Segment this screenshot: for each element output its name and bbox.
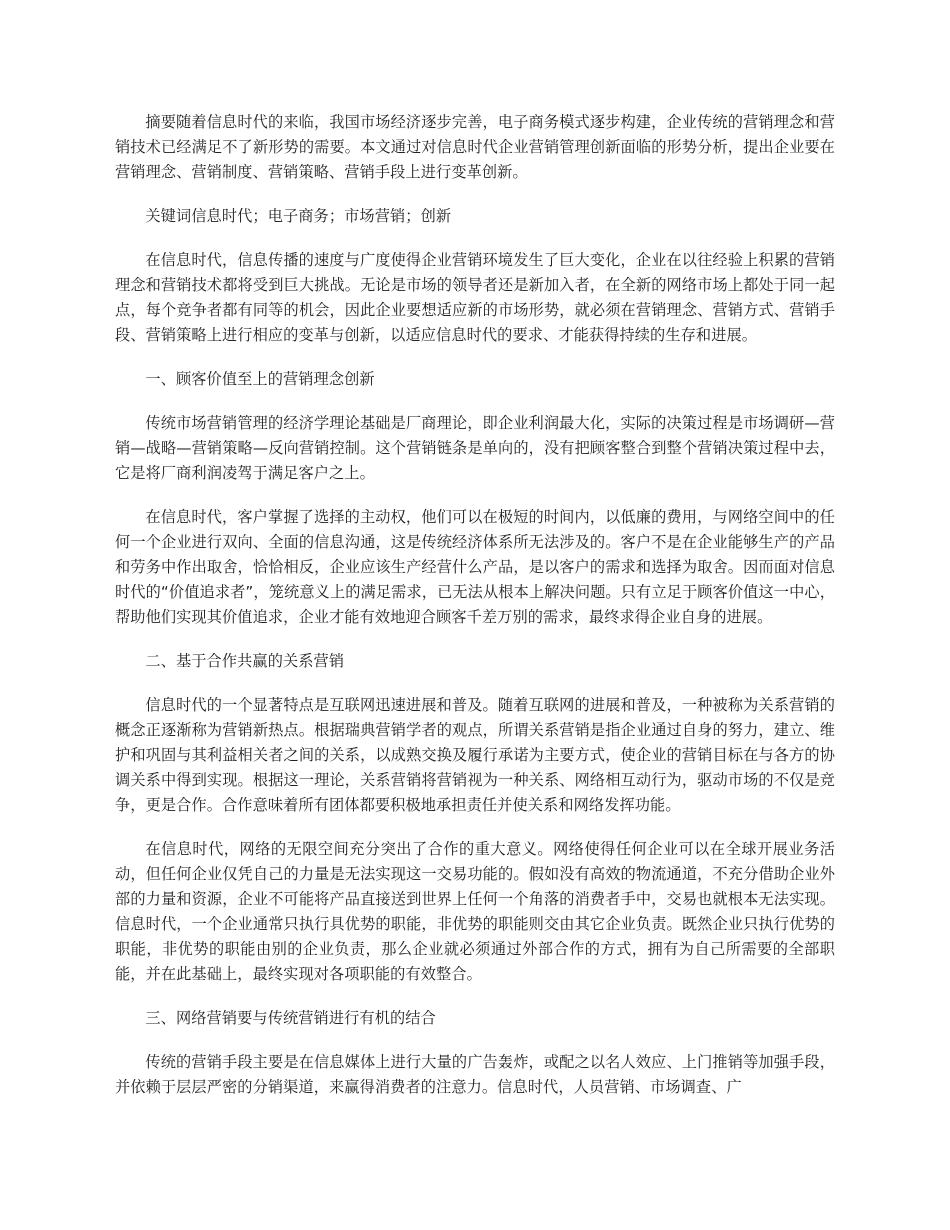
section-heading-1: 一、顾客价值至上的营销理念创新 <box>145 370 375 388</box>
section-heading-2: 二、基于合作共赢的关系营销 <box>145 652 345 670</box>
abstract-paragraph: 摘要随着信息时代的来临，我国市场经济逐步完善，电子商务模式逐步构建，企业传统的营销理念和营销技术已经满足不了新形势的需要。本文通过对信息时代企业营销管理创新面临的形势分析，提出企业要在营销理念、营销制度、营销策略、营销手段上进行变革创新。 <box>115 113 835 181</box>
section-2-paragraph-2: 在信息时代，网络的无限空间充分突出了合作的重大意义。网络使得任何企业可以在全球开展业务活动，但任何企业仅凭自己的力量是无法实现这一交易功能的。假如没有高效的物流通道，不充分借助企业外部的力量和资源，企业不可能将产品直接送到世界上任何一个角落的消费者手中，交易也就根本无法实现。信息时代，一个企业通常只执行具优势的职能，非优势的职能则交由其它企业负责。既然企业只执行优势的职能，非优势的职能由别的企业负责，那么企业就必须通过外部合作的方式，拥有为自己所需要的全部职能，并在此基础上，最终实现对各项职能的有效整合。 <box>115 840 835 983</box>
intro-paragraph: 在信息时代，信息传播的速度与广度使得企业营销环境发生了巨大变化，企业在以往经验上积累的营销理念和营销技术都将受到巨大挑战。无论是市场的领导者还是新加入者，在全新的网络市场上都处于同一起点，每个竞争者都有同等的机会，因此企业要想适应新的市场形势，就必须在营销理念、营销方式、营销手段、营销策略上进行相应的变革与创新，以适应信息时代的要求、才能获得持续的生存和进展。 <box>115 251 835 344</box>
section-3-paragraph-1: 传统的营销手段主要是在信息媒体上进行大量的广告轰炸，或配之以名人效应、上门推销等加强手段，并依赖于层层严密的分销渠道，来赢得消费者的注意力。信息时代，人员营销、市场调查、广 <box>115 1053 835 1096</box>
section-heading-3: 三、网络营销要与传统营销进行有机的结合 <box>145 1009 436 1027</box>
keywords-paragraph: 关键词信息时代；电子商务；市场营销；创新 <box>145 207 452 225</box>
section-1-paragraph-2: 在信息时代，客户掌握了选择的主动权，他们可以在极短的时间内，以低廉的费用，与网络空间中的任何一个企业进行双向、全面的信息沟通，这是传统经济体系所无法涉及的。客户不是在企业能够生产的产品和劳务中作出取舍，恰恰相反，企业应该生产经营什么产品，是以客户的需求和选择为取舍。因而面对信息时代的“价值追求者”，笼统意义上的满足需求，已无法从根本上解决问题。只有立足于顾客价值这一中心，帮助他们实现其价值追求，企业才能有效地迎合顾客千差万别的需求，最终求得企业自身的进展。 <box>115 508 835 626</box>
document-body <box>115 110 835 1119</box>
section-1-paragraph-1: 传统市场营销管理的经济学理论基础是厂商理论，即企业利润最大化，实际的决策过程是市场调研—营销—战略—营销策略—反向营销控制。这个营销链条是单向的，没有把顾客整合到整个营销决策过程中去，它是将厂商利润凌驾于满足客户之上。 <box>115 414 835 482</box>
section-2-paragraph-1: 信息时代的一个显著特点是互联网迅速进展和普及。随着互联网的进展和普及，一种被称为关系营销的概念正逐渐称为营销新热点。根据瑞典营销学者的观点，所谓关系营销是指企业通过自身的努力，建立、维护和巩固与其利益相关者之间的关系，以成熟交换及履行承诺为主要方式，使企业的营销目标在与各方的协调关系中得到实现。根据这一理论，关系营销将营销视为一种关系、网络相互动行为，驱动市场的不仅是竞争，更是合作。合作意味着所有团体都要积极地承担责任并使关系和网络发挥功能。 <box>115 696 835 814</box>
